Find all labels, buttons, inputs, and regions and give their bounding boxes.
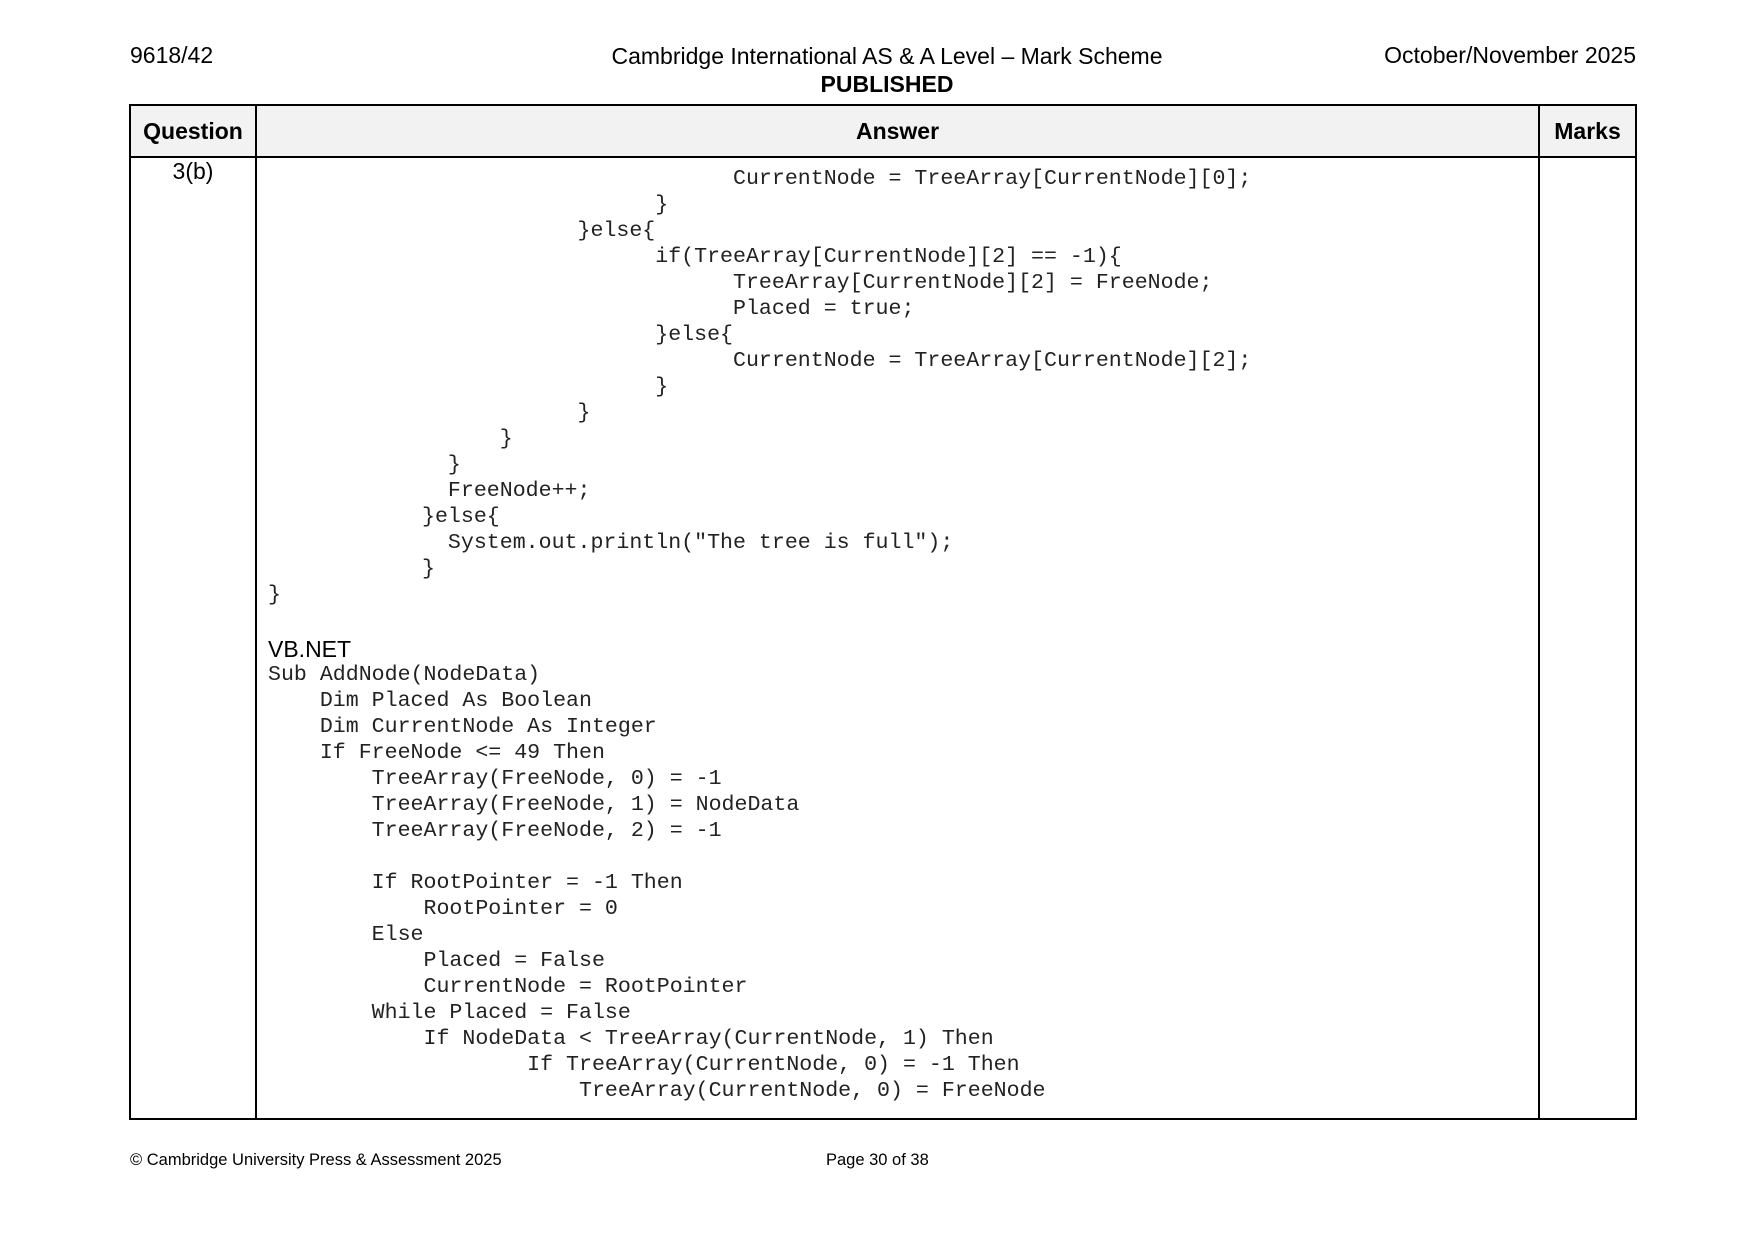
marks-cell	[1539, 157, 1636, 1119]
copyright-notice: © Cambridge University Press & Assessment 2025	[130, 1151, 502, 1169]
java-code-block: CurrentNode = TreeArray[CurrentNode][0]; } }else{ if(TreeArray[CurrentNode][2] == -1){ TreeArray[CurrentNode][2] = FreeNode; Placed = true; }else{ CurrentNode = TreeArray[CurrentNode][2]; } } } } FreeNode++; }else{ System.out.println("The tree is full"); }	[422, 167, 1252, 581]
java-closing-brace: }	[268, 583, 281, 607]
paper-code: 9618/42	[130, 42, 214, 68]
answer-column-header: Answer	[256, 105, 1539, 157]
question-column-header: Question	[130, 105, 256, 157]
table-header-row	[130, 105, 1636, 157]
mark-scheme-table	[129, 104, 1637, 1120]
vbnet-code-block: Sub AddNode(NodeData) Dim Placed As Boolean Dim CurrentNode As Integer If FreeNode <= 49 Then TreeArray(FreeNode, 0) = -1 TreeArray(FreeNode, 1) = NodeData TreeArray(FreeNode, 2) = -1 If RootPointer = -1 Then RootPointer = 0 Else Placed = False CurrentNode = RootPointer While Placed = False If NodeData < TreeArray(CurrentNode, 1) Then If TreeArray(CurrentNode, 0) = -1 Then TreeArray(CurrentNode, 0) = FreeNode	[268, 663, 1046, 1103]
vbnet-label: VB.NET	[268, 636, 352, 662]
question-number: 3(b)	[130, 157, 256, 1119]
marks-column-header: Marks	[1539, 105, 1636, 157]
mark-scheme-title: Cambridge International AS & A Level – Mark Scheme	[611, 43, 1163, 69]
page-number: Page 30 of 38	[826, 1151, 929, 1169]
table-row	[130, 157, 1636, 1119]
answer-cell	[256, 157, 1539, 1119]
published-label: PUBLISHED	[820, 71, 954, 97]
exam-session: October/November 2025	[1384, 42, 1636, 68]
